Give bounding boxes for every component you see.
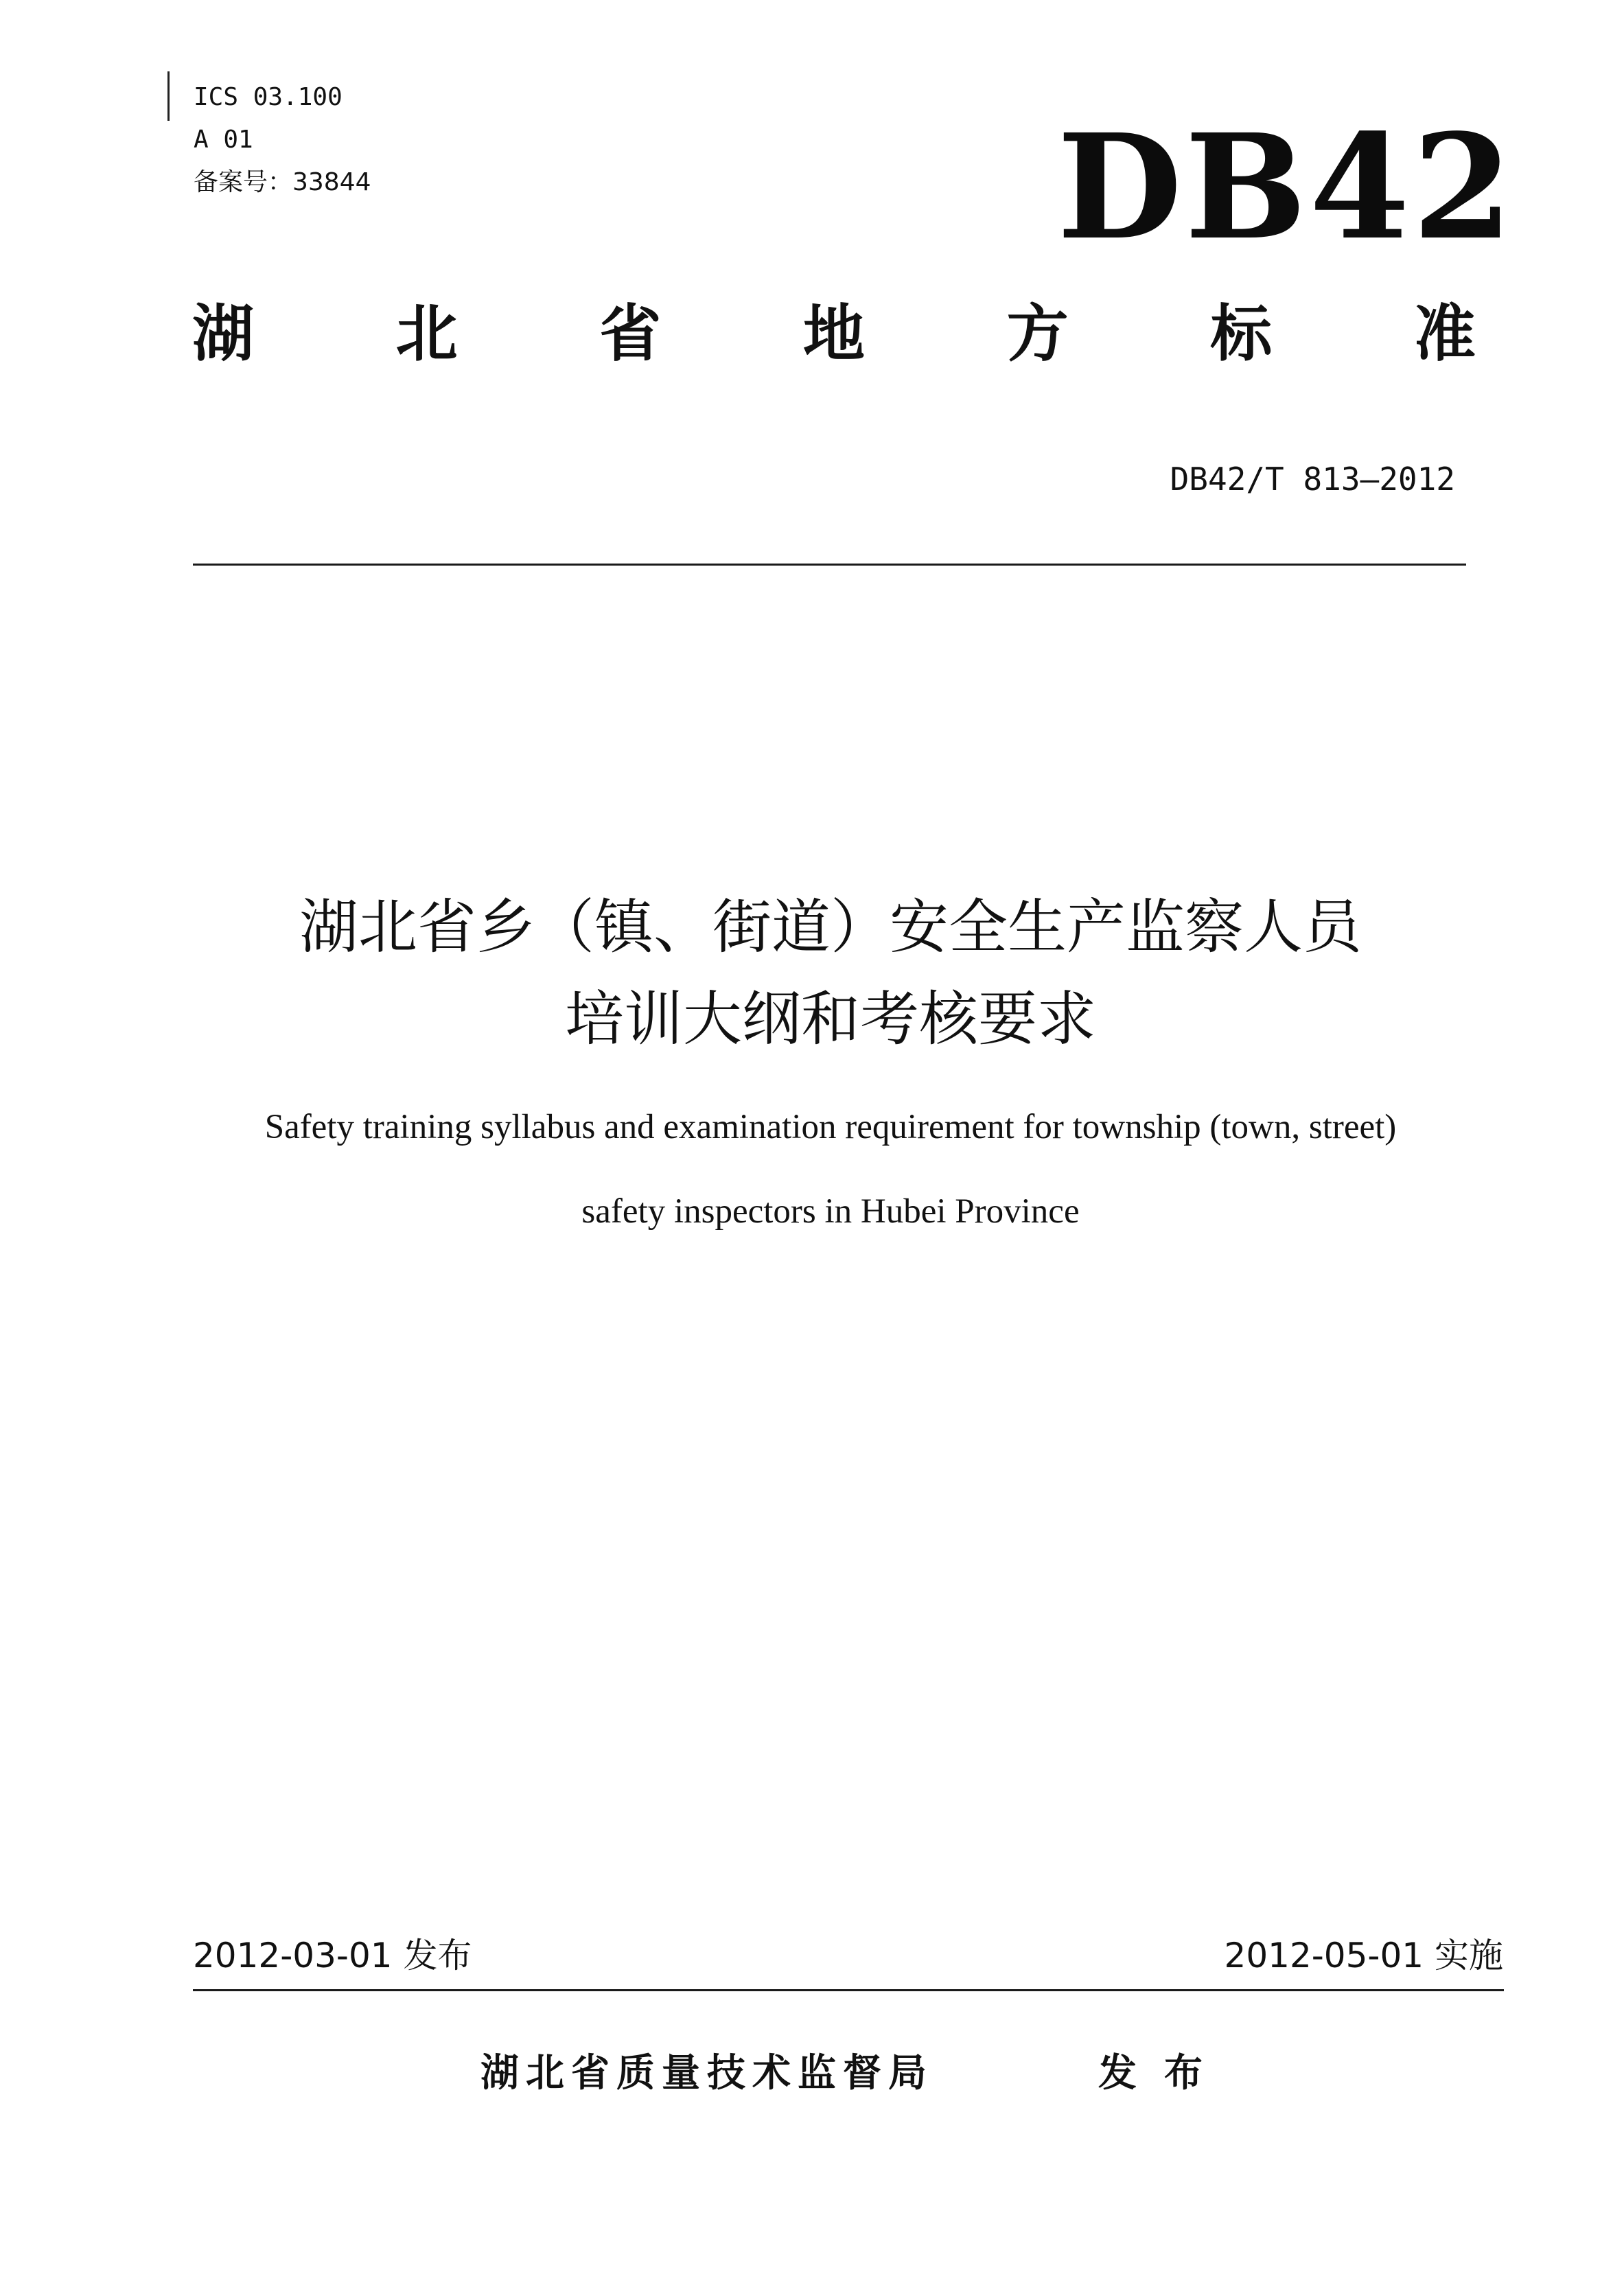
english-title-line-1: Safety training syllabus and examination requirement for township (town, street) <box>264 1108 1397 1146</box>
chinese-title-line-1: 湖北省乡（镇、街道）安全生产监察人员 <box>299 893 1362 962</box>
issue-action: 发布 <box>1098 2051 1230 2096</box>
db42-logo: DB42 <box>1057 102 1516 272</box>
standard-type-char: 湖 <box>192 298 254 370</box>
standard-type-char: 方 <box>1006 298 1069 370</box>
standard-type-title <box>192 297 1476 372</box>
standard-type-char: 省 <box>599 298 662 370</box>
standard-type-char: 地 <box>802 298 865 370</box>
issuing-authority: 湖北省质量技术监督局 <box>480 2051 933 2096</box>
standard-number: DB42/T 813—2012 <box>1170 461 1455 498</box>
top-divider <box>193 564 1466 566</box>
ics-code: ICS 03.100 <box>194 83 343 111</box>
standard-type-char: 准 <box>1413 298 1476 370</box>
classification-bar <box>167 71 170 121</box>
standard-type-char: 标 <box>1210 298 1273 370</box>
ccs-code: A 01 <box>194 126 253 154</box>
english-title-line-2: safety inspectors in Hubei Province <box>581 1192 1080 1231</box>
bottom-divider <box>193 1989 1504 1991</box>
chinese-title-line-2: 培训大纲和考核要求 <box>565 985 1096 1054</box>
filing-number: 备案号：33844 <box>194 168 371 196</box>
standard-type-char: 北 <box>395 298 458 370</box>
effective-date: 2012-05-01 实施 <box>1224 1936 1503 1975</box>
issue-date: 2012-03-01 发布 <box>193 1936 472 1975</box>
